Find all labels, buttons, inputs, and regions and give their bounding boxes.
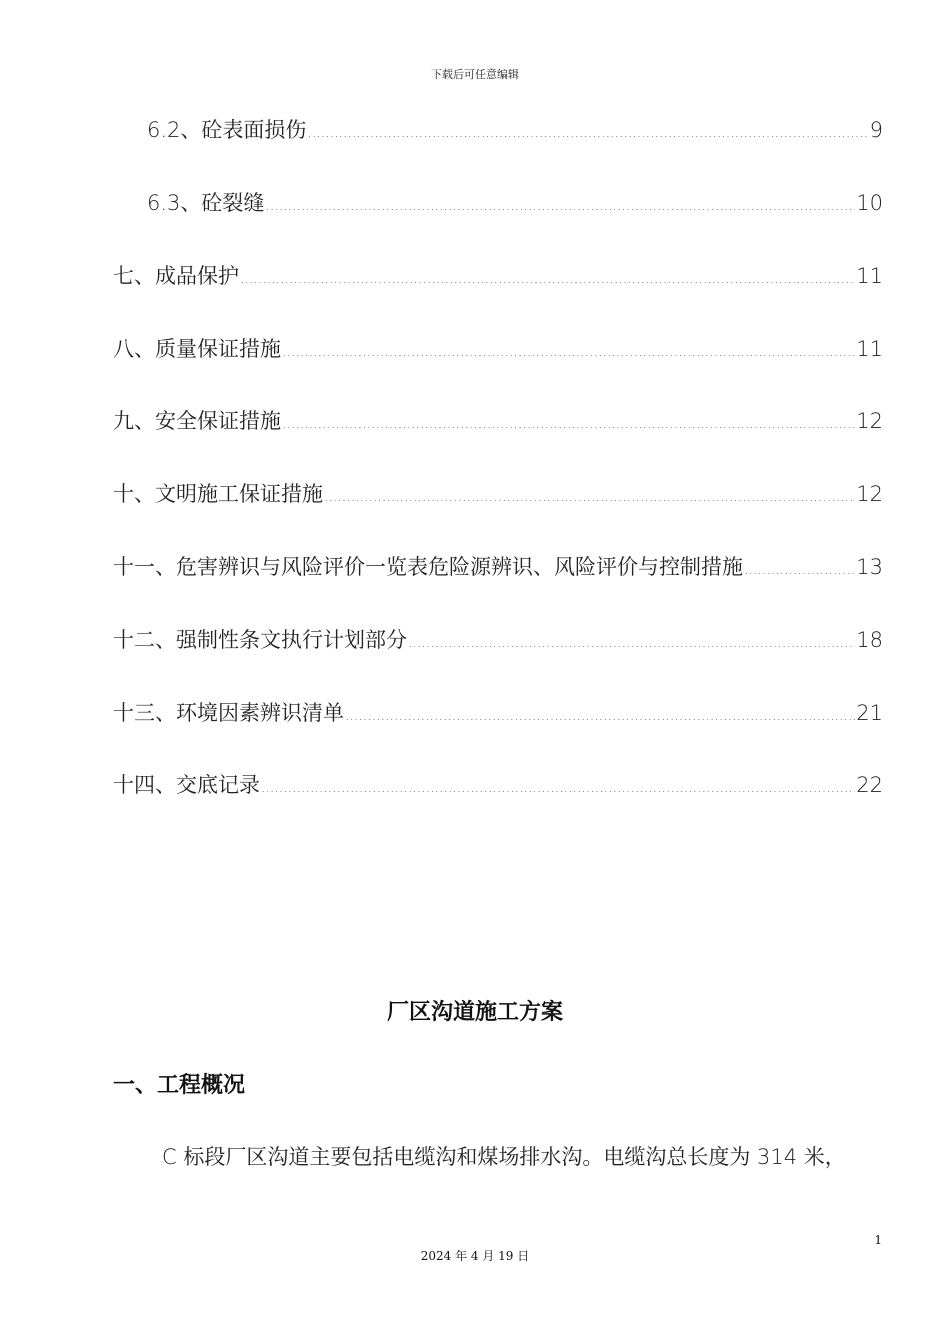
toc-dot-leader [261,780,855,796]
toc-entry-title: 十、文明施工保证措施 [113,482,323,506]
toc-dot-leader [408,635,855,651]
toc-entry-page: 22 [856,773,883,797]
toc-dot-leader [240,271,855,287]
toc-entry-page: 13 [856,555,883,579]
toc-dot-leader [265,198,855,214]
toc-dot-leader [744,562,855,578]
toc-entry-title: 十一、危害辨识与风险评价一览表危险源辨识、风险评价与控制措施 [113,555,743,579]
toc-dot-leader [282,344,855,360]
toc-entry-title: 九、安全保证措施 [113,409,281,433]
toc-entry[interactable] [113,624,883,654]
footer-date: 2024 年 4 月 19 日 [420,1249,530,1263]
toc-entry[interactable] [113,478,883,508]
toc-entry-page: 10 [856,191,883,215]
toc-entry-title: 七、成品保护 [113,264,239,288]
page-number: 1 [874,1233,882,1247]
toc-entry-title: 十三、环境因素辨识清单 [113,701,344,725]
toc-entry-title: 八、质量保证措施 [113,337,281,361]
toc-entry-page: 12 [856,482,883,506]
header-note: 下载后可任意编辑 [431,68,519,81]
toc-entry-page: 11 [856,337,883,361]
toc-entry-page: 21 [856,701,883,725]
toc-dot-leader [324,489,855,505]
body-paragraph: C 标段厂区沟道主要包括电缆沟和煤场排水沟。电缆沟总长度为 314 米， [162,1145,846,1169]
toc-entry[interactable] [113,769,883,799]
toc-dot-leader [282,416,855,432]
toc-dot-leader [345,708,855,724]
toc-entry-title: 十四、交底记录 [113,773,260,797]
toc-entry-title: 6.3、砼裂缝 [147,191,265,215]
toc-entry-page: 11 [856,264,883,288]
toc-entry[interactable] [147,114,883,144]
toc-entry[interactable] [113,551,883,581]
toc-entry-title: 十二、强制性条文执行计划部分 [113,628,407,652]
toc-entry[interactable] [113,405,883,435]
toc-entry-page: 12 [856,409,883,433]
toc-entry[interactable] [147,187,883,217]
document-title: 厂区沟道施工方案 [386,1000,563,1025]
toc-dot-leader [307,125,868,141]
toc-entry[interactable] [113,260,883,290]
toc-entry-title: 6.2、砼表面损伤 [147,118,307,142]
section-heading: 一、工程概况 [113,1073,246,1098]
toc-entry[interactable] [113,333,883,363]
toc-entry-page: 18 [856,628,883,652]
toc-entry[interactable] [113,697,883,727]
toc-entry-page: 9 [869,118,883,142]
